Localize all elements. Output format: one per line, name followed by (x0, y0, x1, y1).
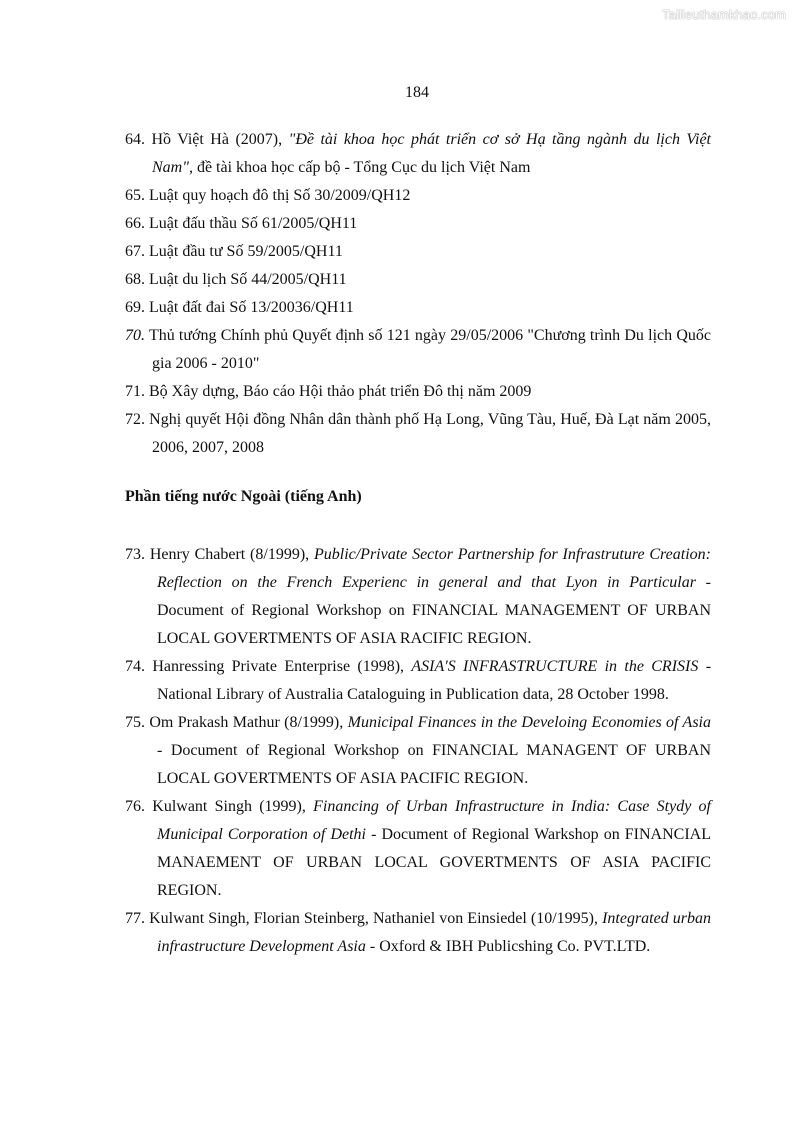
reference-number: 70. (125, 327, 145, 344)
reference-source: đề tài khoa học cấp bộ - Tổng Cục du lịch Việt Nam (192, 159, 531, 176)
reference-item (125, 294, 711, 322)
reference-number: 66. (125, 215, 145, 232)
reference-item (125, 709, 711, 793)
reference-author: Henry Chabert (8/1999), (149, 546, 314, 563)
reference-text: Luật quy hoạch đô thị Số 30/2009/QH12 (149, 187, 411, 204)
reference-item (125, 238, 711, 266)
reference-number: 67. (125, 243, 145, 260)
reference-title: Financing of Urban Infrastructure in India: Case Stydy of Municipal Corporation of Dethi - (157, 798, 712, 843)
reference-text: Nghị quyết Hội đồng Nhân dân thành phố Hạ Long, Vũng Tàu, Huế, Đà Lạt năm 2005, 2006, 2007, 2008 (149, 411, 712, 456)
reference-text: Luật đấu thầu Số 61/2005/QH11 (149, 215, 358, 232)
section-heading: Phần tiếng nước Ngoài (tiếng Anh) (125, 488, 362, 505)
reference-author: Kulwant Singh (1999), (152, 798, 314, 815)
reference-item (125, 905, 711, 961)
reference-item (125, 378, 711, 406)
reference-number: 73. (125, 546, 145, 563)
reference-number: 64. (125, 131, 145, 148)
reference-text: Luật du lịch Số 44/2005/QH11 (149, 271, 347, 288)
reference-text: Luật đất đai Số 13/20036/QH11 (149, 299, 354, 316)
reference-item (125, 406, 711, 462)
reference-title: Public/Private Sector Partnership for Infrastruture Creation: Reflection on the French Experienc in general and that Lyon in Particular (157, 546, 712, 591)
reference-text: Bộ Xây dựng, Báo cáo Hội thảo phát triển Đô thị năm 2009 (149, 383, 532, 400)
page-number: 184 (405, 84, 429, 101)
reference-item (125, 210, 711, 238)
reference-author: Hanressing Private Enterprise (1998), (152, 658, 412, 675)
watermark: Tailieuthamkhao.com (661, 7, 786, 22)
reference-item (125, 182, 711, 210)
reference-number: 74. (125, 658, 145, 675)
reference-title: "Đề tài khoa học phát triển cơ sở Hạ tầng ngành du lịch Việt Nam", (152, 131, 711, 176)
reference-number: 75. (125, 714, 145, 731)
reference-author: Om Prakash Mathur (8/1999), (149, 714, 348, 731)
reference-source: - National Library of Australia Cataloguing in Publication data, 28 October 1998. (157, 658, 712, 703)
reference-item (125, 126, 711, 182)
reference-source: Document of Regional Warkshop on FINANCIAL MANAEMENT OF URBAN LOCAL GOVERTMENTS OF ASIA PACIFIC REGION. (157, 826, 711, 899)
reference-text: Thủ tướng Chính phủ Quyết định số 121 ngày 29/05/2006 "Chương trình Du lịch Quốc gia 2006 - 2010" (148, 327, 711, 372)
reference-item (125, 266, 711, 294)
reference-title: ASIA'S INFRASTRUCTURE in the CRISIS (411, 658, 699, 675)
reference-author: Kulwant Singh, Florian Steinberg, Nathaniel von Einsiedel (10/1995), (149, 910, 603, 927)
reference-number: 77. (125, 910, 145, 927)
reference-source: - Oxford & IBH Publicshing Co. PVT.LTD. (365, 938, 651, 955)
reference-source: - Document of Regional Workshop on FINANCIAL MANAGEMENT OF URBAN LOCAL GOVERTMENTS OF ASIA RACIFIC REGION. (157, 574, 711, 647)
reference-number: 65. (125, 187, 145, 204)
reference-source: - Document of Regional Workshop on FINANCIAL MANAGENT OF URBAN LOCAL GOVERTMENTS OF ASIA PACIFIC REGION. (157, 742, 711, 787)
reference-list (125, 126, 711, 961)
reference-number: 69. (125, 299, 145, 316)
reference-title: Municipal Finances in the Develoing Economies of Asia (347, 714, 712, 731)
reference-item (125, 541, 711, 653)
reference-text: Luật đầu tư Số 59/2005/QH11 (149, 243, 343, 260)
reference-item (125, 793, 711, 905)
reference-number: 68. (125, 271, 145, 288)
reference-author: Hồ Việt Hà (2007), (151, 131, 289, 148)
reference-title: Integrated urban infrastructure Development Asia (157, 910, 712, 955)
reference-number: 76. (125, 798, 145, 815)
reference-number: 72. (125, 411, 145, 428)
reference-item (125, 322, 711, 378)
reference-item (125, 653, 711, 709)
reference-number: 71. (125, 383, 145, 400)
